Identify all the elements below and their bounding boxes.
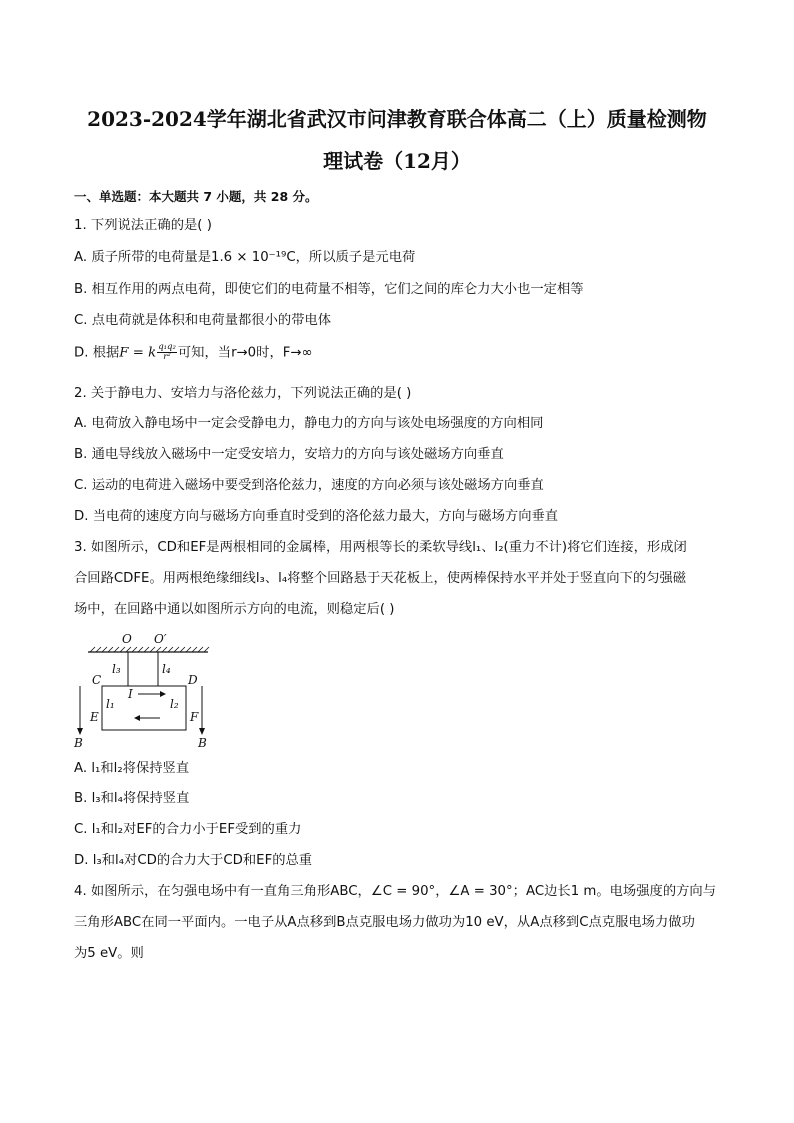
q1-d-formula-left: F = k: [119, 345, 157, 361]
q3-stem-line1: 3. 如图所示，CD和EF是两根相同的金属棒，用两根等长的柔软导线l₁、l₂(重力不计)将它们连接，形成闭: [74, 540, 687, 555]
q1-d-prefix: D. 根据: [74, 345, 120, 361]
label-O: O: [122, 632, 132, 646]
label-F: F: [190, 710, 199, 724]
label-l2: l₂: [170, 697, 179, 711]
label-C: C: [92, 673, 102, 687]
label-E: E: [90, 710, 99, 724]
label-D: D: [188, 673, 198, 687]
q3-option-c: C. l₁和l₂对EF的合力小于EF受到的重力: [74, 822, 302, 837]
q1-option-a: A. 质子所带的电荷量是1.6 × 10⁻¹⁹C，所以质子是元电荷: [74, 250, 416, 265]
q1-option-d: [74, 343, 313, 363]
q2-option-d: D. 当电荷的速度方向与磁场方向垂直时受到的洛伦兹力最大，方向与磁场方向垂直: [74, 509, 559, 524]
label-B-right: B: [198, 736, 207, 750]
q1-d-suffix: 可知，当r→0时，F→∞: [177, 345, 313, 361]
current-arrowhead-top: [160, 691, 166, 697]
q1-d-fraction: [157, 343, 177, 362]
q2-stem: 2. 关于静电力、安培力与洛伦兹力，下列说法正确的是( ): [74, 386, 412, 401]
q2-option-c: C. 运动的电荷进入磁场中要受到洛伦兹力，速度的方向必须与该处磁场方向垂直: [74, 478, 544, 493]
q3-option-a: A. l₁和l₂将保持竖直: [74, 761, 190, 776]
ceiling-hatching: [90, 647, 209, 652]
q4-stem-line2: 三角形ABC在同一平面内。一电子从A点移到B点克服电场力做功为10 eV，从A点移到C点克服电场力做功: [74, 915, 695, 930]
q1-d-numerator: q₁q₂: [158, 342, 176, 352]
section-heading: 一、单选题：本大题共 7 小题，共 28 分。: [74, 189, 318, 204]
field-arrowhead-right: [199, 728, 205, 735]
label-current-I: I: [128, 687, 133, 701]
q3-option-b: B. l₃和l₄将保持竖直: [74, 791, 190, 806]
label-l4: l₄: [162, 662, 171, 676]
q3-circuit-diagram: [70, 628, 220, 750]
label-l1: l₁: [106, 697, 115, 711]
current-arrowhead-bottom: [134, 715, 140, 721]
q3-stem-line2: 合回路CDFE。用两根绝缘细线l₃、l₄将整个回路悬于天花板上，使两棒保持水平并处于竖直向下的匀强磁: [74, 571, 687, 586]
q4-stem-line1: 4. 如图所示，在匀强电场中有一直角三角形ABC，∠C = 90°，∠A = 30°；AC边长1 m。电场强度的方向与: [74, 884, 717, 899]
exam-title-line1: 2023-2024学年湖北省武汉市问津教育联合体高二（上）质量检测物: [87, 107, 707, 131]
q3-option-d: D. l₃和l₄对CD的合力大于CD和EF的总重: [74, 853, 313, 868]
exam-title-line2: 理试卷（12月）: [323, 149, 471, 173]
q1-option-b: B. 相互作用的两点电荷，即使它们的电荷量不相等，它们之间的库仑力大小也一定相等: [74, 282, 584, 297]
q3-circuit-figure: [70, 628, 220, 750]
label-l3: l₃: [112, 662, 121, 676]
q4-stem-line3: 为5 eV。则: [74, 946, 144, 961]
label-O-prime: O′: [154, 632, 167, 646]
q1-option-c: C. 点电荷就是体积和电荷量都很小的带电体: [74, 313, 332, 328]
q2-option-a: A. 电荷放入静电场中一定会受静电力，静电力的方向与该处电场强度的方向相同: [74, 416, 544, 431]
q2-option-b: B. 通电导线放入磁场中一定受安培力，安培力的方向与该处磁场方向垂直: [74, 447, 504, 462]
q1-stem: 1. 下列说法正确的是( ): [74, 218, 212, 233]
field-arrowhead-left: [77, 728, 83, 735]
label-B-left: B: [74, 736, 83, 750]
q3-stem-line3: 场中，在回路中通以如图所示方向的电流，则稳定后( ): [74, 602, 395, 617]
q1-d-denominator: r²: [163, 352, 171, 362]
